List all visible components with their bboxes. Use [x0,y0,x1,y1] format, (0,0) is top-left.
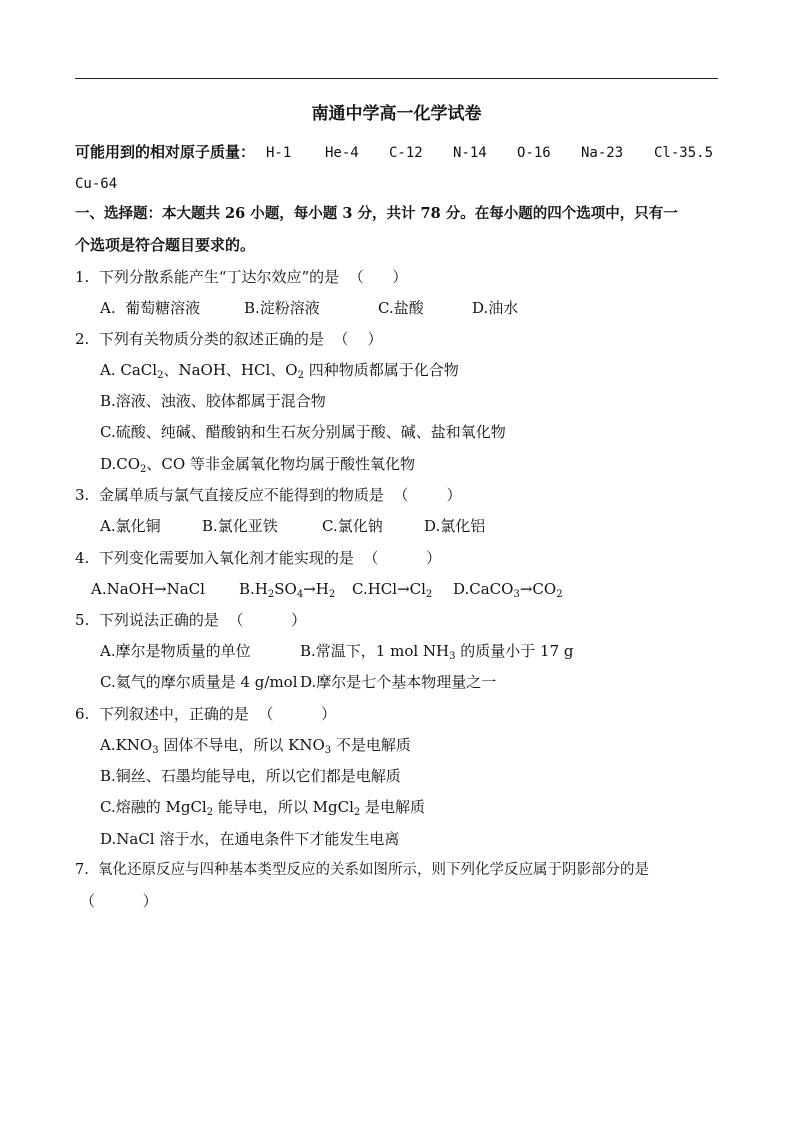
section-heading-line2: 个选项是符合题目要求的。 [75,236,256,254]
question-4-option-a: A.NaOH→NaCl [91,580,205,598]
question-2-stem: 2. 下列有关物质分类的叙述正确的是 （ ） [75,330,383,348]
question-5-stem: 5. 下列说法正确的是 （ ） [75,611,307,629]
question-2-option-d: $D.CO_2$、CO 等非金属氧化物均属于酸性氧化物 [100,455,415,475]
question-6-option-c: C.熔融的 MgCl$_2$ 能导电，所以 MgCl$_2$ 是电解质 [100,798,426,818]
atomic-mass-he: He-4 [325,145,359,161]
question-4-option-d: $D.CaCO_3\to CO_2$ [453,580,563,600]
atomic-mass-na: Na-23 [581,145,624,161]
header-rule [75,78,718,79]
question-6-stem: 6. 下列叙述中，正确的是 （ ） [75,705,337,723]
question-3-option-b: B.氯化亚铁 [202,517,278,535]
atomic-mass-c: C-12 [389,145,423,161]
question-5-option-b: B.常温下，1 mol $NH_3$ 的质量小于 17 g [300,642,574,662]
question-1-option-c: C.盐酸 [378,299,424,317]
question-7-answer-bracket: （ ） [80,892,158,910]
question-4-stem: 4. 下列变化需要加入氧化剂才能实现的是 （ ） [75,549,442,567]
atomic-mass-h: H-1 [266,145,292,161]
question-1-option-d: D.油水 [472,299,519,317]
question-1-option-b: B.淀粉溶液 [244,299,320,317]
question-6-option-b: B.铜丝、石墨均能导电，所以它们都是电解质 [100,767,401,785]
question-5-option-a: A.摩尔是物质量的单位 [100,642,251,660]
question-2-option-b: B.溶液、浊液、胶体都属于混合物 [100,392,326,410]
question-5-option-d: D.摩尔是七个基本物理量之一 [300,673,497,691]
atomic-mass-cu: Cu-64 [75,176,118,192]
question-2-option-c: C.硫酸、纯碱、醋酸钠和生石灰分别属于酸、碱、盐和氧化物 [100,423,506,441]
question-3-option-c: C.氯化钠 [322,517,383,535]
question-5-option-c: C.氦气的摩尔质量是 4 g/mol [100,673,298,691]
question-2-option-a: A. CaCl$_2$、NaOH、HCl、$O_2$ 四种物质都属于化合物 [100,361,459,381]
section-heading-line1: 一、选择题：本大题共 26 小题，每小题 3 分，共计 78 分。在每小题的四个选项中，只有一 [75,205,678,222]
atomic-mass-n: N-14 [453,145,487,161]
atomic-mass-o: O-16 [517,145,551,161]
question-6-option-d: D.NaCl 溶于水，在通电条件下才能发生电离 [100,830,400,848]
question-3-option-a: A.氯化铜 [100,517,161,535]
atomic-mass-cl: Cl-35.5 [654,145,714,161]
exam-title: 南通中学高一化学试卷 [311,104,482,124]
question-4-option-c: $C.HCl\to Cl_2$ [352,580,433,600]
question-6-option-a: $A.KNO_3$ 固体不导电，所以 $KNO_3$ 不是电解质 [100,736,411,756]
question-1-option-a: A. 葡萄糖溶液 [100,299,201,317]
question-4-option-b: $B.H_2SO_4\to H_2$ [239,580,336,600]
question-7-stem: 7. 氧化还原反应与四种基本类型反应的关系如图所示，则下列化学反应属于阴影部分的是 [75,862,650,878]
atomic-masses-label: 可能用到的相对原子质量： [75,143,256,161]
question-3-stem: 3. 金属单质与氯气直接反应不能得到的物质是 （ ） [75,486,462,504]
question-1-stem: 1. 下列分散系能产生“丁达尔效应”的是 （ ） [75,268,408,286]
question-3-option-d: D.氯化铝 [424,517,486,535]
